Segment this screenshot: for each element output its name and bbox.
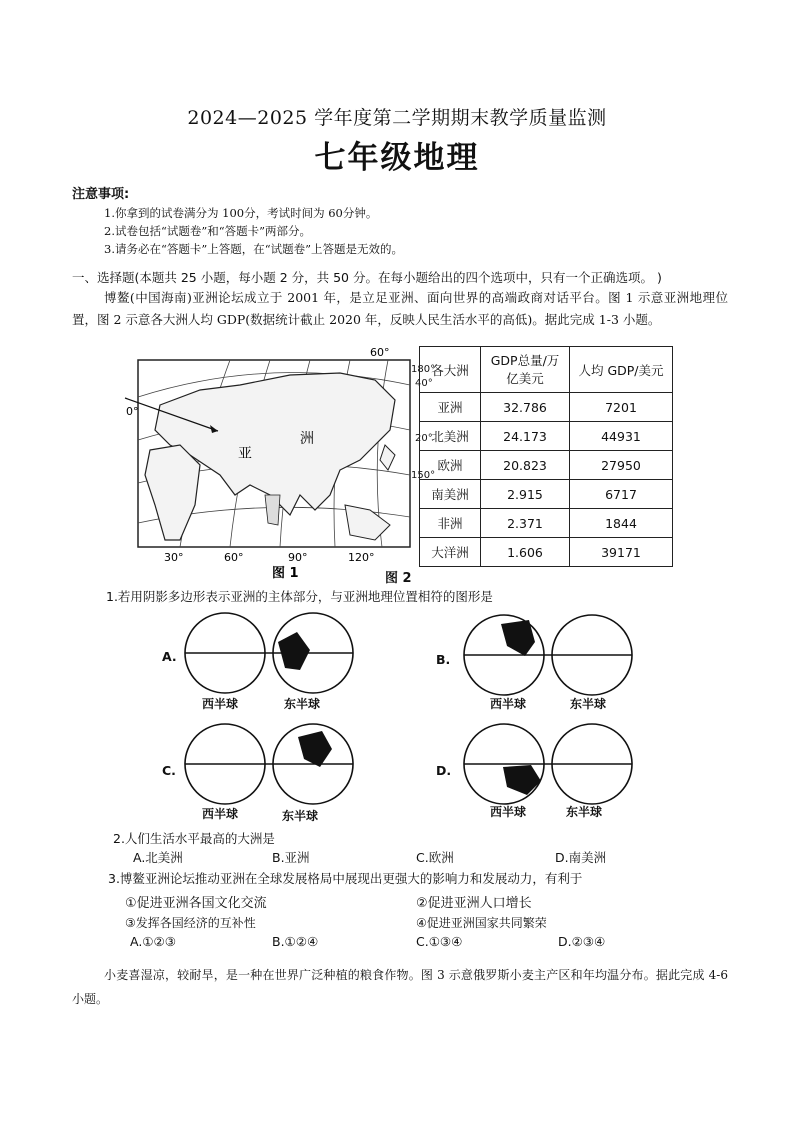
table-row: [420, 480, 673, 509]
table-row: [420, 451, 673, 480]
lat-label: 60°: [370, 346, 390, 359]
table-cell: 亚洲: [420, 393, 481, 422]
east-hemisphere-label: 东半球: [570, 697, 607, 711]
table-cell: 大洋洲: [420, 538, 481, 567]
map-caption: 图 1: [272, 566, 299, 580]
table-cell: 6717: [570, 480, 673, 509]
table-cell: 20.823: [481, 451, 570, 480]
table-cell: 欧洲: [420, 451, 481, 480]
table-header: 各大洲: [420, 347, 481, 393]
map-right-label: 40°: [415, 378, 433, 389]
table-cell: 南美洲: [420, 480, 481, 509]
answer-option[interactable]: C.欧洲: [416, 850, 454, 865]
lon-label: 60°: [224, 551, 244, 564]
west-hemisphere-label: 西半球: [202, 697, 239, 711]
table-cell: 2.371: [481, 509, 570, 538]
notice-heading: 注意事项:: [72, 187, 130, 202]
table-header: GDP总量/万亿美元: [481, 347, 570, 393]
table-cell: 39171: [570, 538, 673, 567]
map-right-label: 180°: [411, 364, 436, 375]
region-label: 亚: [238, 446, 252, 462]
west-hemisphere-label: 西半球: [490, 805, 527, 819]
notice-item: 3.请务必在“答题卡”上答题，在“试题卷”上答题是无效的。: [104, 242, 403, 256]
notice-item: 1.你拿到的试卷满分为 100分，考试时间为 60分钟。: [104, 206, 378, 220]
east-hemisphere-label: 东半球: [284, 697, 321, 711]
table-row: [420, 393, 673, 422]
intro-paragraph-1: 博鳌(中国海南)亚洲论坛成立于 2001 年，是立足亚洲、面向世界的高端政商对话平台。图 1 示意亚洲地理位置，图 2 示意各大洲人均 GDP(数据统计截止 2020 年，反映人民生活水平的高低)。据此完成 1-3 小题。: [72, 290, 728, 327]
statement: ②促进亚洲人口增长: [416, 896, 532, 911]
table-cell: 7201: [570, 393, 673, 422]
table-header-row: [420, 347, 673, 393]
table-row: [420, 509, 673, 538]
table-cell: 1844: [570, 509, 673, 538]
lon-label: 30°: [164, 551, 184, 564]
notice-item: 2.试卷包括“试题卷”和“答题卡”两部分。: [104, 224, 311, 238]
answer-option[interactable]: B.亚洲: [272, 850, 310, 865]
east-hemisphere-label: 东半球: [282, 809, 319, 823]
answer-option[interactable]: A.北美洲: [133, 850, 183, 865]
lon-label: 120°: [348, 551, 375, 564]
map-right-label: 20°: [415, 433, 433, 444]
answer-option[interactable]: D.②③④: [558, 934, 606, 949]
statement: ④促进亚洲国家共同繁荣: [416, 916, 547, 930]
section-heading: 一、选择题(本题共 25 小题，每小题 2 分，共 50 分。在每小题给出的四个选项中，只有一个正确选项。 ): [72, 270, 662, 285]
map-right-label: 150°: [411, 470, 436, 481]
table-header: 人均 GDP/美元: [570, 347, 673, 393]
option-d-diagram[interactable]: [459, 723, 639, 805]
west-hemisphere-label: 西半球: [202, 807, 239, 821]
lon-label: 90°: [288, 551, 308, 564]
east-hemisphere-label: 东半球: [566, 805, 603, 819]
statement: ③发挥各国经济的互补性: [125, 916, 256, 930]
question-2-stem: 2.人们生活水平最高的大洲是: [113, 831, 275, 846]
option-letter: B.: [436, 652, 451, 667]
exam-title: 2024—2025 学年度第二学期期末教学质量监测: [187, 107, 607, 129]
intro-paragraph-2: 小麦喜湿凉，较耐旱，是一种在世界广泛种植的粮食作物。图 3 示意俄罗斯小麦主产区和年均温分布。据此完成 4-6 小题。: [72, 968, 728, 1006]
option-a-diagram[interactable]: [180, 612, 360, 694]
table-cell: 44931: [570, 422, 673, 451]
answer-option[interactable]: B.①②④: [272, 934, 319, 949]
answer-option[interactable]: A.①②③: [130, 934, 176, 949]
table-cell: 2.915: [481, 480, 570, 509]
table-cell: 24.173: [481, 422, 570, 451]
question-1-stem: 1.若用阴影多边形表示亚洲的主体部分，与亚洲地理位置相符的图形是: [106, 589, 493, 604]
table-cell: 32.786: [481, 393, 570, 422]
table-cell: 27950: [570, 451, 673, 480]
table-caption: 图 2: [385, 571, 412, 586]
option-letter: A.: [162, 649, 177, 664]
option-letter: C.: [162, 763, 176, 778]
statement: ①促进亚洲各国文化交流: [125, 896, 267, 911]
option-c-diagram[interactable]: [180, 723, 360, 805]
asia-map: [120, 345, 420, 580]
answer-option[interactable]: C.①③④: [416, 934, 463, 949]
subject-title: 七年级地理: [314, 140, 480, 176]
gdp-table: [419, 346, 673, 567]
table-cell: 非洲: [420, 509, 481, 538]
answer-option[interactable]: D.南美洲: [555, 850, 607, 865]
option-b-diagram[interactable]: [459, 614, 639, 696]
region-label: 洲: [300, 431, 314, 447]
table-row: [420, 538, 673, 567]
table-cell: 北美洲: [420, 422, 481, 451]
option-letter: D.: [436, 763, 452, 778]
lat-label: 0°: [126, 405, 139, 418]
west-hemisphere-label: 西半球: [490, 697, 527, 711]
table-row: [420, 422, 673, 451]
table-cell: 1.606: [481, 538, 570, 567]
question-3-stem: 3.博鳌亚洲论坛推动亚洲在全球发展格局中展现出更强大的影响力和发展动力，有利于: [108, 871, 583, 886]
